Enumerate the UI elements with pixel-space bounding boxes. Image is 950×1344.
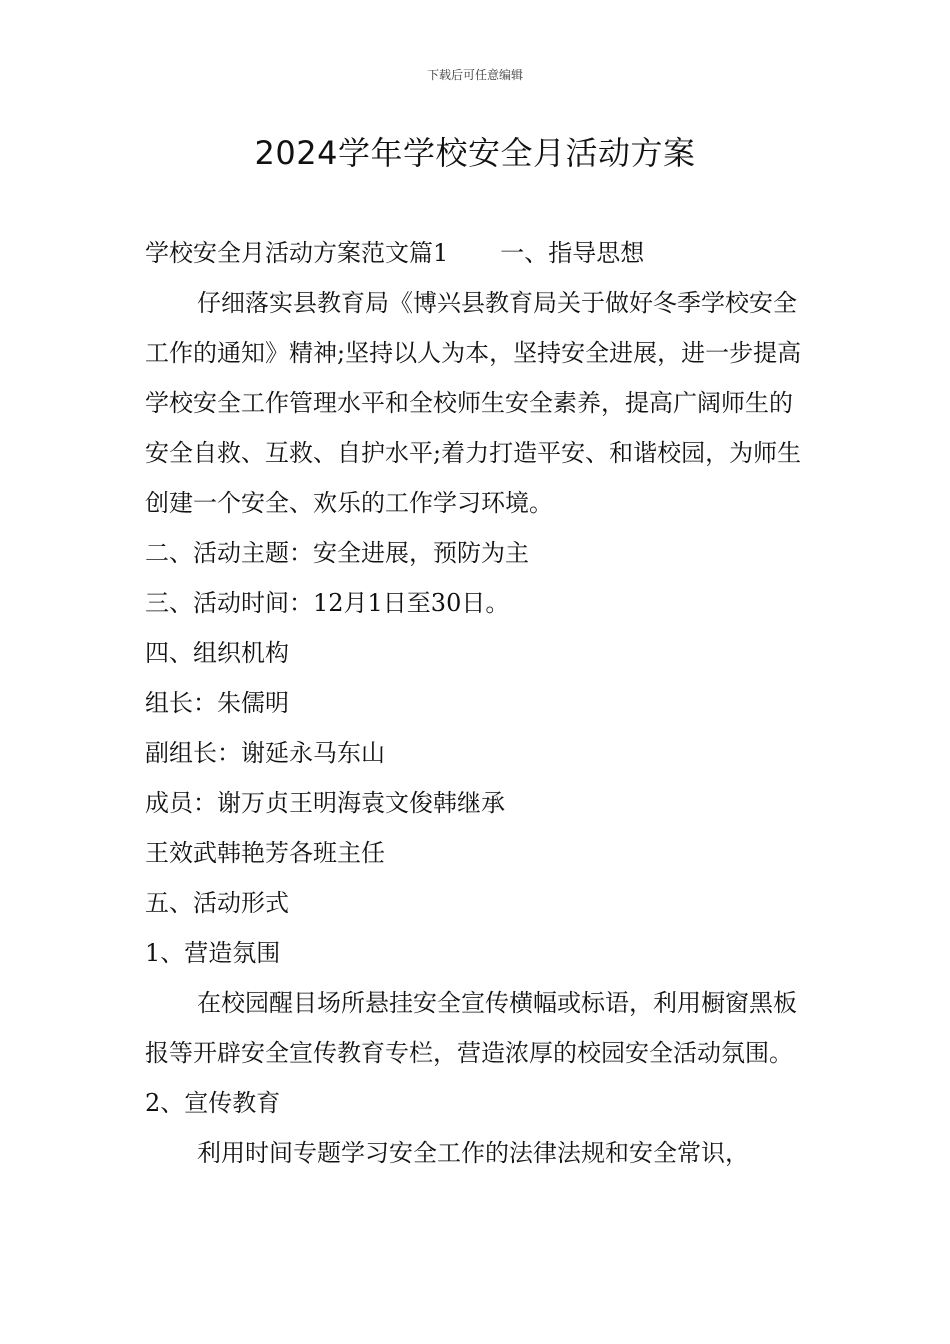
org-deputy: 副组长：谢延永马东山 — [145, 739, 385, 767]
subheading-atmosphere: 1、营造氛围 — [145, 939, 281, 967]
subheading-education: 2、宣传教育 — [145, 1089, 281, 1117]
org-leader: 组长：朱儒明 — [145, 689, 289, 717]
section-heading-theme: 二、活动主题：安全进展，预防为主 — [145, 539, 529, 567]
paragraph-education: 利用时间专题学习安全工作的法律法规和安全常识， — [197, 1139, 749, 1167]
section-heading-form: 五、活动形式 — [145, 889, 289, 917]
header-note: 下载后可任意编辑 — [426, 68, 523, 82]
org-members-continued: 王效武韩艳芳各班主任 — [145, 839, 385, 867]
section-heading-time: 三、活动时间：12月1日至30日。 — [145, 589, 510, 617]
intro-label: 学校安全月活动方案范文篇1 — [145, 239, 449, 267]
document-title: 2024学年学校安全月活动方案 — [254, 134, 696, 172]
section-heading-guiding: 一、指导思想 — [500, 239, 645, 267]
paragraph-guiding: 仔细落实县教育局《博兴县教育局关于做好冬季学校安全工作的通知》精神;坚持以人为本，坚持安全进展，进一步提高学校安全工作管理水平和全校师生安全素养，提高广阔师生的安全自救、互救、自护水平;着力打造平安、和谐校园，为师生创建一个安全、欢乐的工作学习环境。 — [145, 289, 802, 517]
document-body — [145, 228, 809, 1178]
intro-line — [145, 228, 809, 278]
section-heading-org: 四、组织机构 — [145, 639, 289, 667]
paragraph-atmosphere: 在校园醒目场所悬挂安全宣传横幅或标语，利用橱窗黑板报等开辟安全宣传教育专栏，营造浓厚的校园安全活动氛围。 — [145, 989, 797, 1067]
org-members: 成员：谢万贞王明海袁文俊韩继承 — [145, 789, 505, 817]
